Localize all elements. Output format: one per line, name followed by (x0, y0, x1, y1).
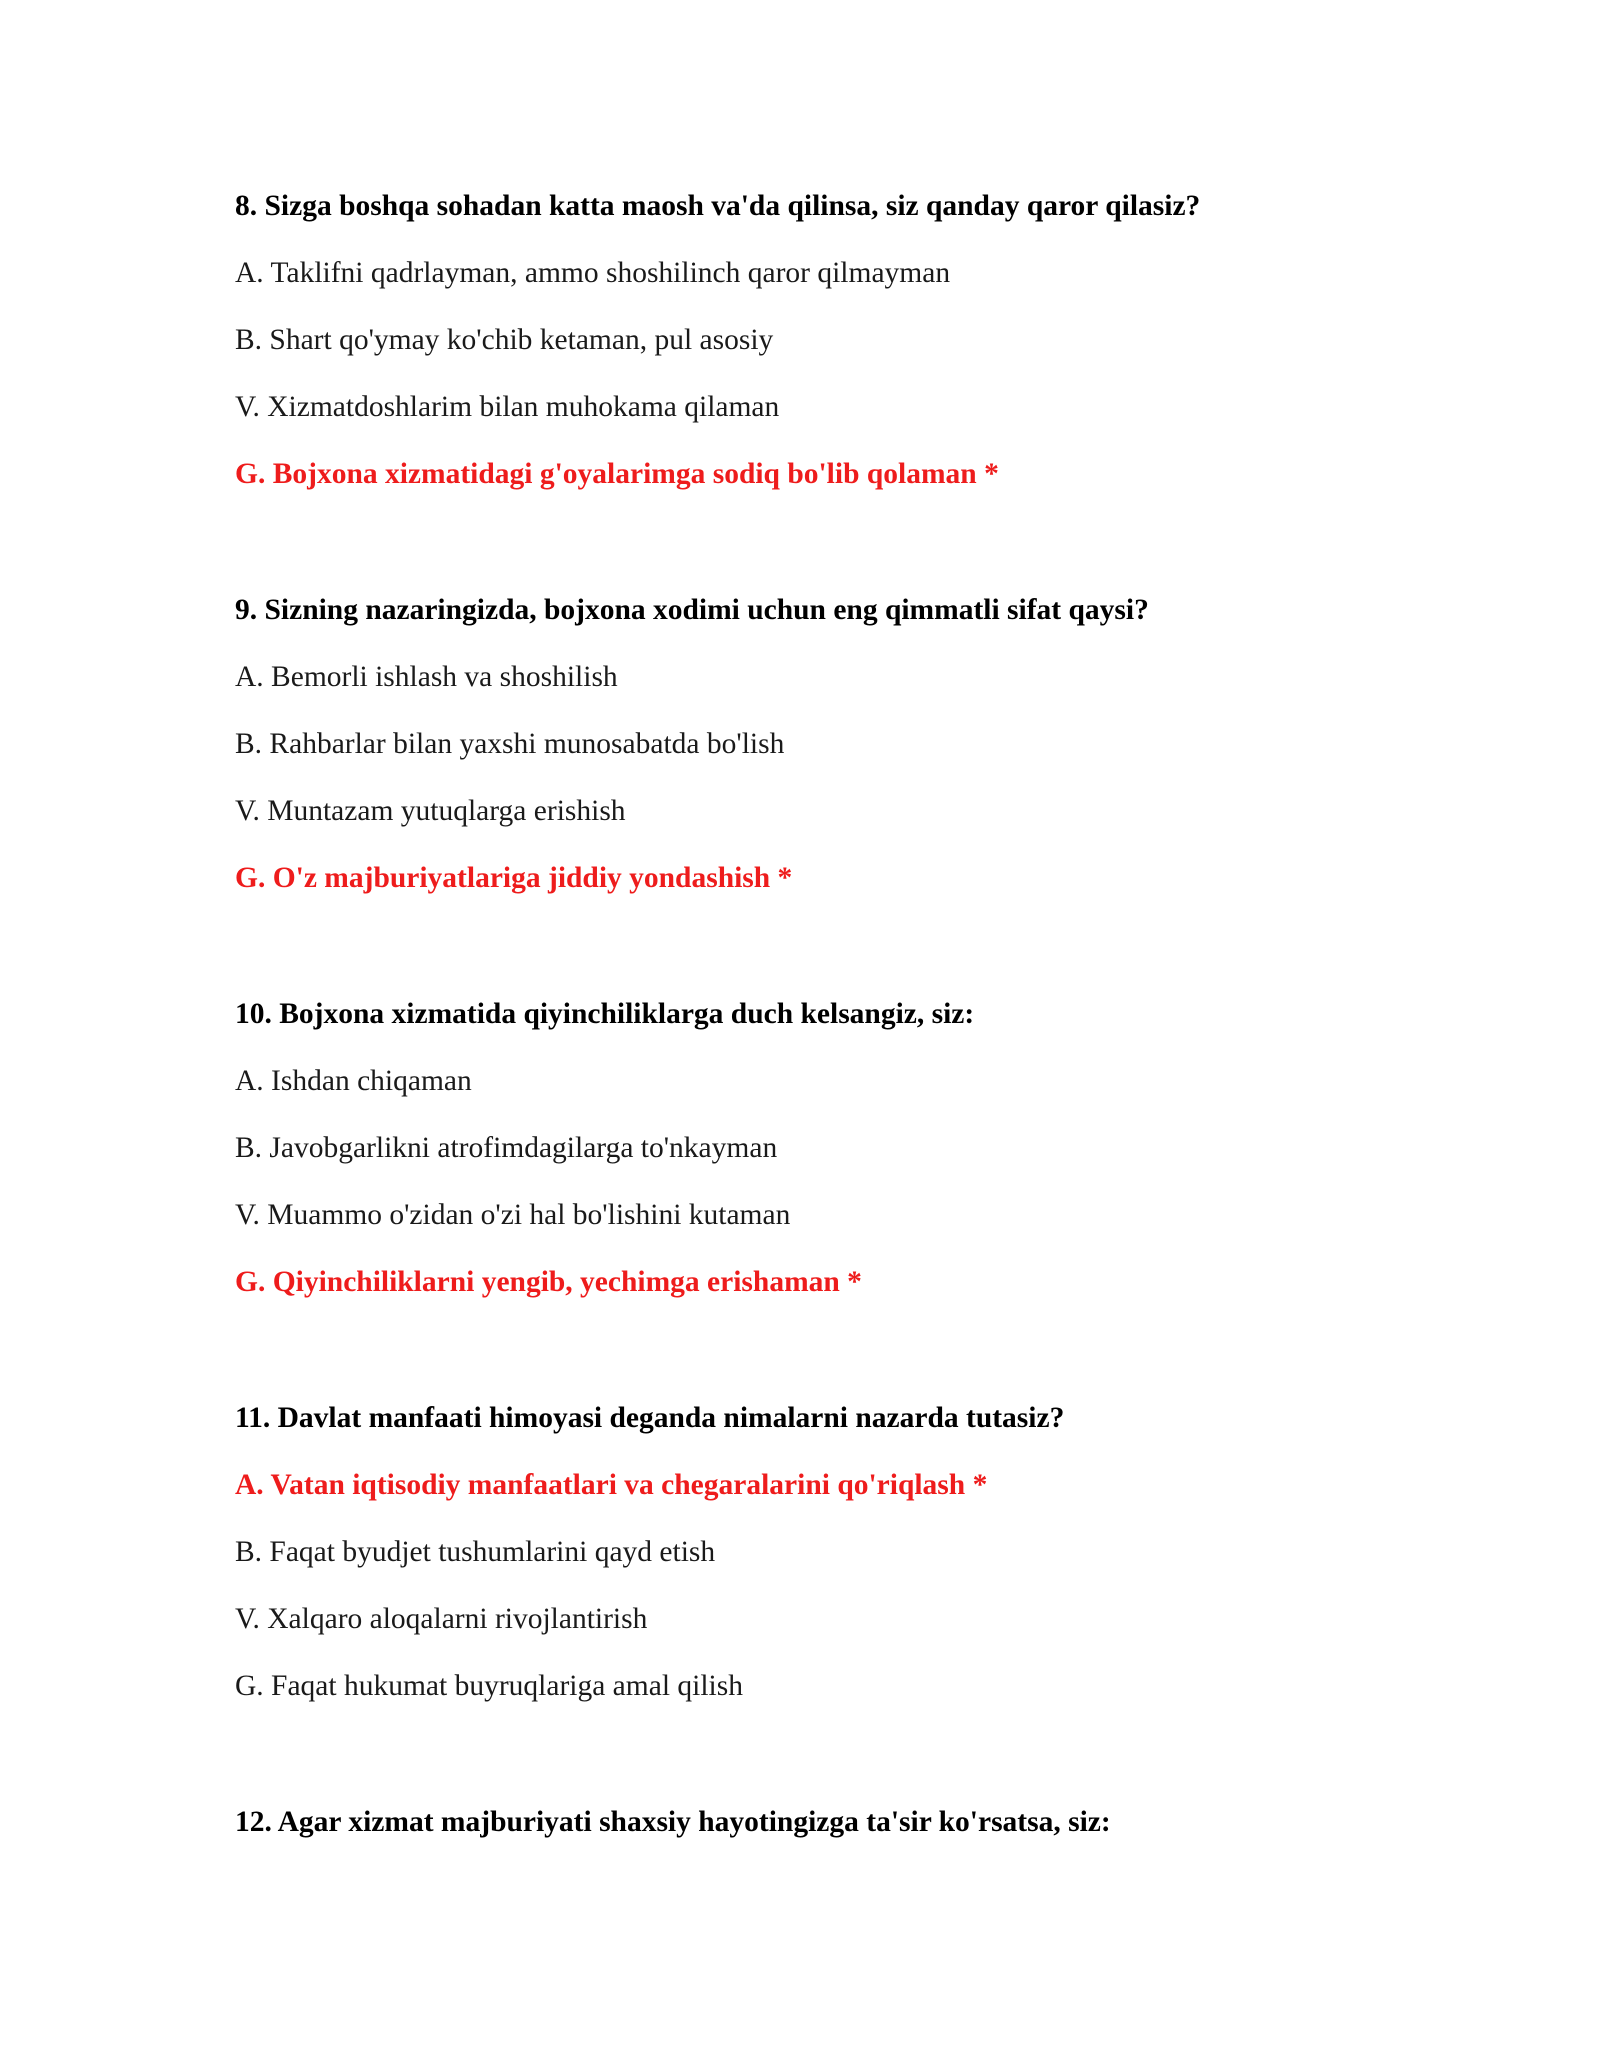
answer-option-v: V. Xizmatdoshlarim bilan muhokama qilaman (235, 391, 780, 423)
question-text: 9. Sizning nazaringizda, bojxona xodimi uchun eng qimmatli sifat qaysi? (235, 594, 1149, 626)
answer-option-g-correct: G. Bojxona xizmatidagi g'oyalarimga sodiq bo'lib qolaman * (235, 458, 999, 490)
answer-option-g-correct: G. Qiyinchiliklarni yengib, yechimga erishaman * (235, 1266, 862, 1298)
answer-option-v: V. Muntazam yutuqlarga erishish (235, 795, 626, 827)
answer-option-a-correct: A. Vatan iqtisodiy manfaatlari va chegaralarini qo'riqlash * (235, 1469, 988, 1501)
answer-option-v: V. Muammo o'zidan o'zi hal bo'lishini kutaman (235, 1199, 791, 1231)
answer-option-b: B. Javobgarlikni atrofimdagilarga to'nkayman (235, 1132, 778, 1164)
answer-option-v: V. Xalqaro aloqalarni rivojlantirish (235, 1603, 648, 1635)
answer-option-b: B. Rahbarlar bilan yaxshi munosabatda bo'lish (235, 728, 785, 760)
answer-option-b: B. Faqat byudjet tushumlarini qayd etish (235, 1536, 716, 1568)
question-text: 12. Agar xizmat majburiyati shaxsiy hayotingizga ta'sir ko'rsatsa, siz: (235, 1806, 1111, 1838)
question-text: 8. Sizga boshqa sohadan katta maosh va'da qilinsa, siz qanday qaror qilasiz? (235, 190, 1201, 222)
answer-option-a: A. Ishdan chiqaman (235, 1065, 472, 1097)
answer-option-b: B. Shart qo'ymay ko'chib ketaman, pul asosiy (235, 324, 774, 356)
answer-option-a: A. Taklifni qadrlayman, ammo shoshilinch qaror qilmayman (235, 257, 951, 289)
question-text: 11. Davlat manfaati himoyasi deganda nimalarni nazarda tutasiz? (235, 1402, 1065, 1434)
answer-option-g-correct: G. O'z majburiyatlariga jiddiy yondashish * (235, 862, 793, 894)
question-text: 10. Bojxona xizmatida qiyinchiliklarga duch kelsangiz, siz: (235, 998, 975, 1030)
answer-option-g: G. Faqat hukumat buyruqlariga amal qilish (235, 1670, 743, 1702)
answer-option-a: A. Bemorli ishlash va shoshilish (235, 661, 618, 693)
